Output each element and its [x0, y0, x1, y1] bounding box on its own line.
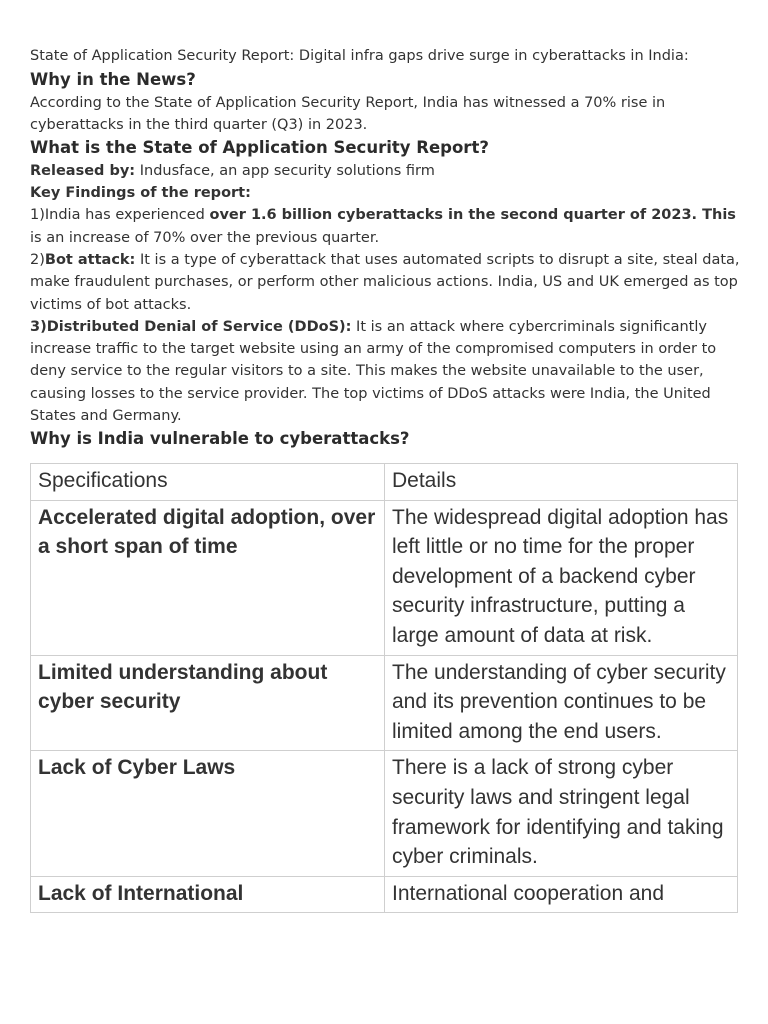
finding-2-prefix: 2) [30, 251, 45, 268]
finding-1 [30, 204, 745, 249]
vulnerability-table-container [30, 463, 738, 954]
released-by-line [30, 160, 745, 182]
table-row [31, 876, 738, 913]
table-row [31, 500, 738, 655]
finding-3-bold: 3)Distributed Denial of Service (DDoS): [30, 318, 352, 335]
table-row [31, 655, 738, 751]
table-header-details: Details [385, 464, 738, 501]
table-row [31, 751, 738, 876]
table-cell-spec: Lack of Cyber Laws [31, 751, 385, 876]
finding-2 [30, 249, 745, 316]
article [30, 45, 745, 451]
table-cell-detail: There is a lack of strong cyber security laws and stringent legal framework for identifying and taking cyber criminals. [385, 751, 738, 876]
table-header-specifications: Specifications [31, 464, 385, 501]
heading-why-in-news: Why in the News? [30, 69, 196, 89]
finding-2-rest: It is a type of cyberattack that uses automated scripts to disrupt a site, steal data, make fraudulent purchases, or perform other malicious actions. India, US and UK emerged as top victims of bot attacks. [30, 251, 740, 313]
vulnerability-table [30, 463, 738, 913]
table-cell-detail: International cooperation and [385, 876, 738, 913]
finding-1-prefix: 1)India has experienced [30, 207, 210, 224]
key-findings-label: Key Findings of the report: [30, 185, 251, 202]
table-cell-spec: Lack of International [31, 876, 385, 913]
heading-why-vulnerable: Why is India vulnerable to cyberattacks? [30, 429, 410, 449]
released-by-label: Released by: [30, 163, 136, 180]
heading-what-is-report: What is the State of Application Security Report? [30, 138, 489, 158]
news-paragraph: According to the State of Application Security Report, India has witnessed a 70% rise in cyberattacks in the third quarter (Q3) in 2023. [30, 94, 666, 133]
table-cell-spec: Limited understanding about cyber security [31, 655, 385, 751]
finding-3 [30, 316, 745, 427]
table-cell-spec: Accelerated digital adoption, over a short span of time [31, 500, 385, 655]
table-cell-detail: The widespread digital adoption has left little or no time for the proper development of a backend cyber security infrastructure, putting a large amount of data at risk. [385, 500, 738, 655]
table-cell-detail: The understanding of cyber security and its prevention continues to be limited among the end users. [385, 655, 738, 751]
finding-1-bold: over 1.6 billion cyberattacks in the second quarter of 2023. This [209, 207, 736, 224]
finding-3-rest: It is an attack where cybercriminals significantly increase traffic to the target website using an army of the compromised computers in order to deny service to the regular visitors to a site. This makes the website unavailable to the user, causing losses to the service provider. The top victims of DDoS attacks were India, the United States and Germany. [30, 318, 717, 425]
finding-2-bold: Bot attack: [44, 251, 136, 268]
article-title-line: State of Application Security Report: Digital infra gaps drive surge in cyberattacks in India: [30, 48, 689, 64]
finding-1-rest: is an increase of 70% over the previous quarter. [30, 229, 380, 246]
released-by-value: Indusface, an app security solutions firm [139, 163, 435, 180]
table-header-row [31, 464, 738, 501]
